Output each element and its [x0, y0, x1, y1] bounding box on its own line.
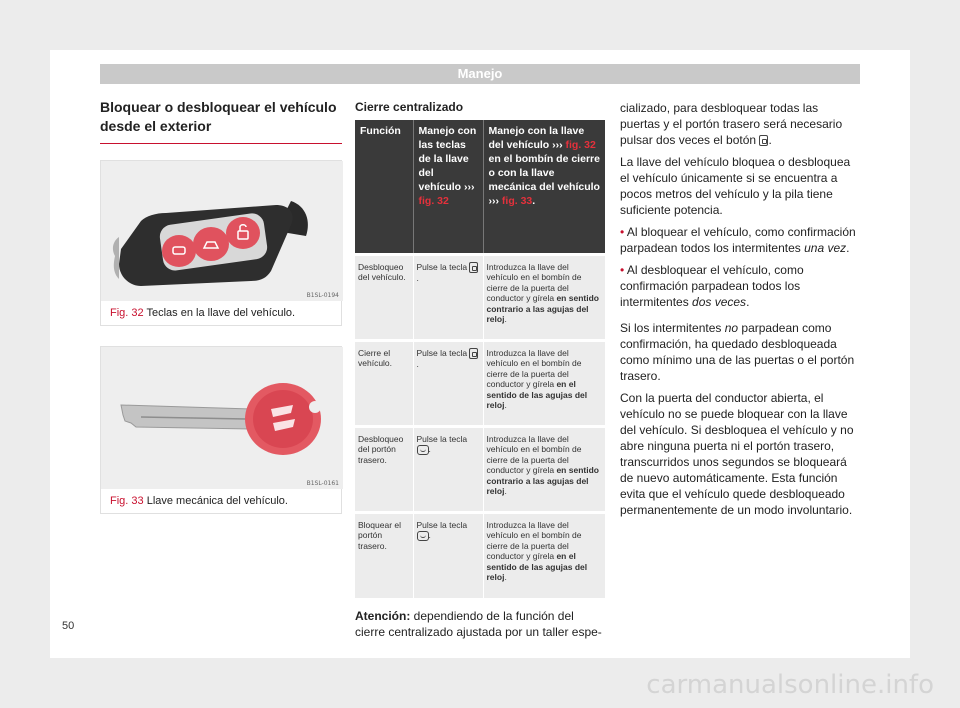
cell-function: Desbloqueo del vehículo. [355, 254, 413, 340]
cell-mechanical: Introduzca la llave del vehículo en el bombín de cierre de la puerta del conductor y gírela en el sentido de las agujas del reloj. [483, 340, 605, 426]
bullet-item: • Al bloquear el vehículo, como confirmación parpadean todos los intermitentes una vez. [620, 225, 856, 255]
unlock-icon [469, 262, 478, 273]
watermark: carmanualsonline.info [646, 670, 934, 700]
header-keys: Manejo con las teclas de la llave del vehículo ››› fig. 32 [413, 120, 483, 254]
unlock-icon [759, 135, 768, 146]
trunk-icon [417, 445, 429, 455]
lock-icon [469, 348, 478, 359]
figure-number: Fig. 33 [110, 495, 144, 507]
figure-32 [100, 160, 342, 326]
table-title: Cierre centralizado [355, 100, 464, 114]
cell-keys: Pulse la tecla . [413, 340, 483, 426]
figure-caption [101, 301, 341, 325]
cell-function: Desbloqueo del portón trasero. [355, 426, 413, 512]
paragraph: cializado, para desbloquear todas las puertas y el portón trasero será necesario pulsar dos veces el botón . [620, 101, 843, 147]
middle-column [355, 100, 605, 640]
table-row [355, 340, 605, 426]
cell-keys: Pulse la tecla . [413, 512, 483, 598]
cell-keys: Pulse la tecla . [413, 254, 483, 340]
figure-caption-text: Teclas en la llave del vehículo. [146, 307, 296, 319]
figure-number: Fig. 32 [110, 307, 144, 319]
key-remote-icon [101, 161, 341, 301]
header-function: Función [355, 120, 413, 254]
figure-code: B1SL-0194 [306, 292, 339, 299]
header-mechanical: Manejo con la llave del vehículo ››› fig. 32 en el bombín de cierre o con la llave mecánica del vehículo ››› fig. 33. [483, 120, 605, 254]
central-locking-table [355, 120, 605, 598]
trunk-icon [417, 531, 429, 541]
paragraph: Si los intermitentes no parpadean como confirmación, ha quedado desbloqueada como mínimo una de las puertas o el portón trasero. [620, 321, 855, 383]
table-header-row [355, 120, 605, 254]
table-row [355, 426, 605, 512]
right-column [620, 100, 860, 524]
attention-note: Atención: dependiendo de la función del cierre centralizado ajustada por un taller espe- [355, 609, 602, 639]
mechanical-key-icon [101, 347, 341, 489]
section-title: Bloquear o desbloquear el vehículo desde el exterior [100, 98, 342, 144]
cell-keys: Pulse la tecla . [413, 426, 483, 512]
cell-mechanical: Introduzca la llave del vehículo en el bombín de cierre de la puerta del conductor y gírela en el sentido de las agujas del reloj. [483, 512, 605, 598]
figure-33 [100, 346, 342, 514]
car-key-remote-image [101, 161, 343, 301]
paragraph: La llave del vehículo bloquea o desbloquea el vehículo únicamente si se encuentra a pocos metros del vehículo y la pila tiene suficiente potencia. [620, 155, 851, 217]
cell-function: Cierre el vehículo. [355, 340, 413, 426]
cell-mechanical: Introduzca la llave del vehículo en el bombín de cierre de la puerta del conductor y gírela en sentido contrario a las agujas del reloj. [483, 426, 605, 512]
mechanical-key-image [101, 347, 343, 489]
manual-page [50, 50, 910, 658]
figure-code: B1SL-0161 [306, 480, 339, 487]
bullet-item: • Al desbloquear el vehículo, como confirmación parpadean todos los intermitentes dos veces. [620, 263, 804, 309]
chapter-header: Manejo [100, 64, 860, 84]
paragraph: Con la puerta del conductor abierta, el vehículo no se puede bloquear con la llave del vehículo. Si desbloquea el vehículo y no abre ninguna puerta ni el portón trasero, transcurridos unos segundos se bloqueará de nuevo automáticamente. Esta función evita que el vehículo quede desbloqueado permanentemente de un modo involuntario. [620, 391, 854, 517]
figure-caption [101, 489, 341, 513]
left-column [100, 98, 342, 514]
figure-caption-text: Llave mecánica del vehículo. [146, 495, 288, 507]
cell-function: Bloquear el portón trasero. [355, 512, 413, 598]
table-row [355, 512, 605, 598]
cell-mechanical: Introduzca la llave del vehículo en el bombín de cierre de la puerta del conductor y gírela en sentido contrario a las agujas del reloj. [483, 254, 605, 340]
table-row [355, 254, 605, 340]
page-number: 50 [62, 620, 75, 632]
